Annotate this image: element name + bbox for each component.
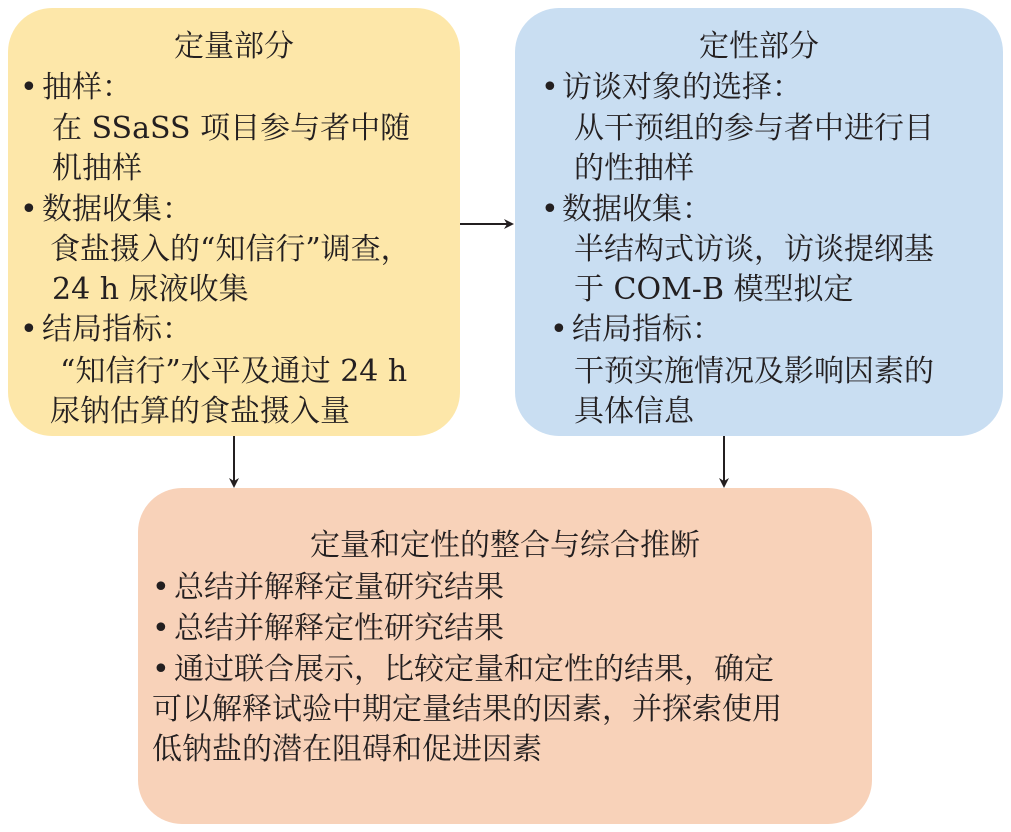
qual-data-line1: 半结构式访谈，访谈提纲基: [574, 232, 934, 267]
bullet-icon: •: [541, 70, 559, 105]
integration-item-3: 通过联合展示，比较定量和定性的结果，确定: [174, 652, 774, 687]
quant-outcome-line1: “知信行”水平及通过 24 h: [60, 354, 408, 389]
integration-item-3-cont2: 低钠盐的潜在阻碍和促进因素: [152, 732, 542, 767]
bullet-icon: •: [152, 570, 170, 605]
bullet-icon: •: [152, 652, 170, 687]
integration-item-2: 总结并解释定性研究结果: [174, 611, 504, 646]
quant-sampling-line2: 机抽样: [52, 151, 142, 186]
quant-data-line1: 食盐摄入的“知信行”调查，: [50, 232, 411, 267]
bullet-icon: •: [541, 192, 559, 227]
bullet-icon: •: [550, 312, 568, 347]
qual-outcome-line1: 干预实施情况及影响因素的: [574, 354, 934, 389]
qual-outcome-line2: 具体信息: [574, 394, 694, 429]
bullet-icon: •: [20, 192, 38, 227]
bullet-icon: •: [152, 611, 170, 646]
integration-title: 定量和定性的整合与综合推断: [310, 528, 700, 563]
qual-outcome-label: 结局指标：: [572, 312, 722, 347]
qualitative-title: 定性部分: [699, 29, 819, 64]
quant-sampling-line1: 在 SSaSS 项目参与者中随: [52, 111, 411, 146]
qual-sampling-line2: 的性抽样: [574, 151, 694, 186]
integration-item-3-cont1: 可以解释试验中期定量结果的因素，并探索使用: [152, 692, 782, 727]
qual-data-line2: 于 COM-B 模型拟定: [574, 272, 854, 307]
quant-data-label: 数据收集：: [42, 192, 192, 227]
quant-data-line2: 24 h 尿液收集: [52, 272, 249, 307]
qual-sampling-label: 访谈对象的选择：: [562, 70, 802, 105]
qual-sampling-line1: 从干预组的参与者中进行目: [574, 111, 934, 146]
quant-outcome-line2: 尿钠估算的食盐摄入量: [50, 394, 350, 429]
quantitative-title: 定量部分: [174, 29, 294, 64]
quant-sampling-label: 抽样：: [42, 70, 132, 105]
bullet-icon: •: [20, 312, 38, 347]
qual-data-label: 数据收集：: [562, 192, 712, 227]
quant-outcome-label: 结局指标：: [42, 312, 192, 347]
bullet-icon: •: [20, 70, 38, 105]
integration-item-1: 总结并解释定量研究结果: [174, 570, 504, 605]
